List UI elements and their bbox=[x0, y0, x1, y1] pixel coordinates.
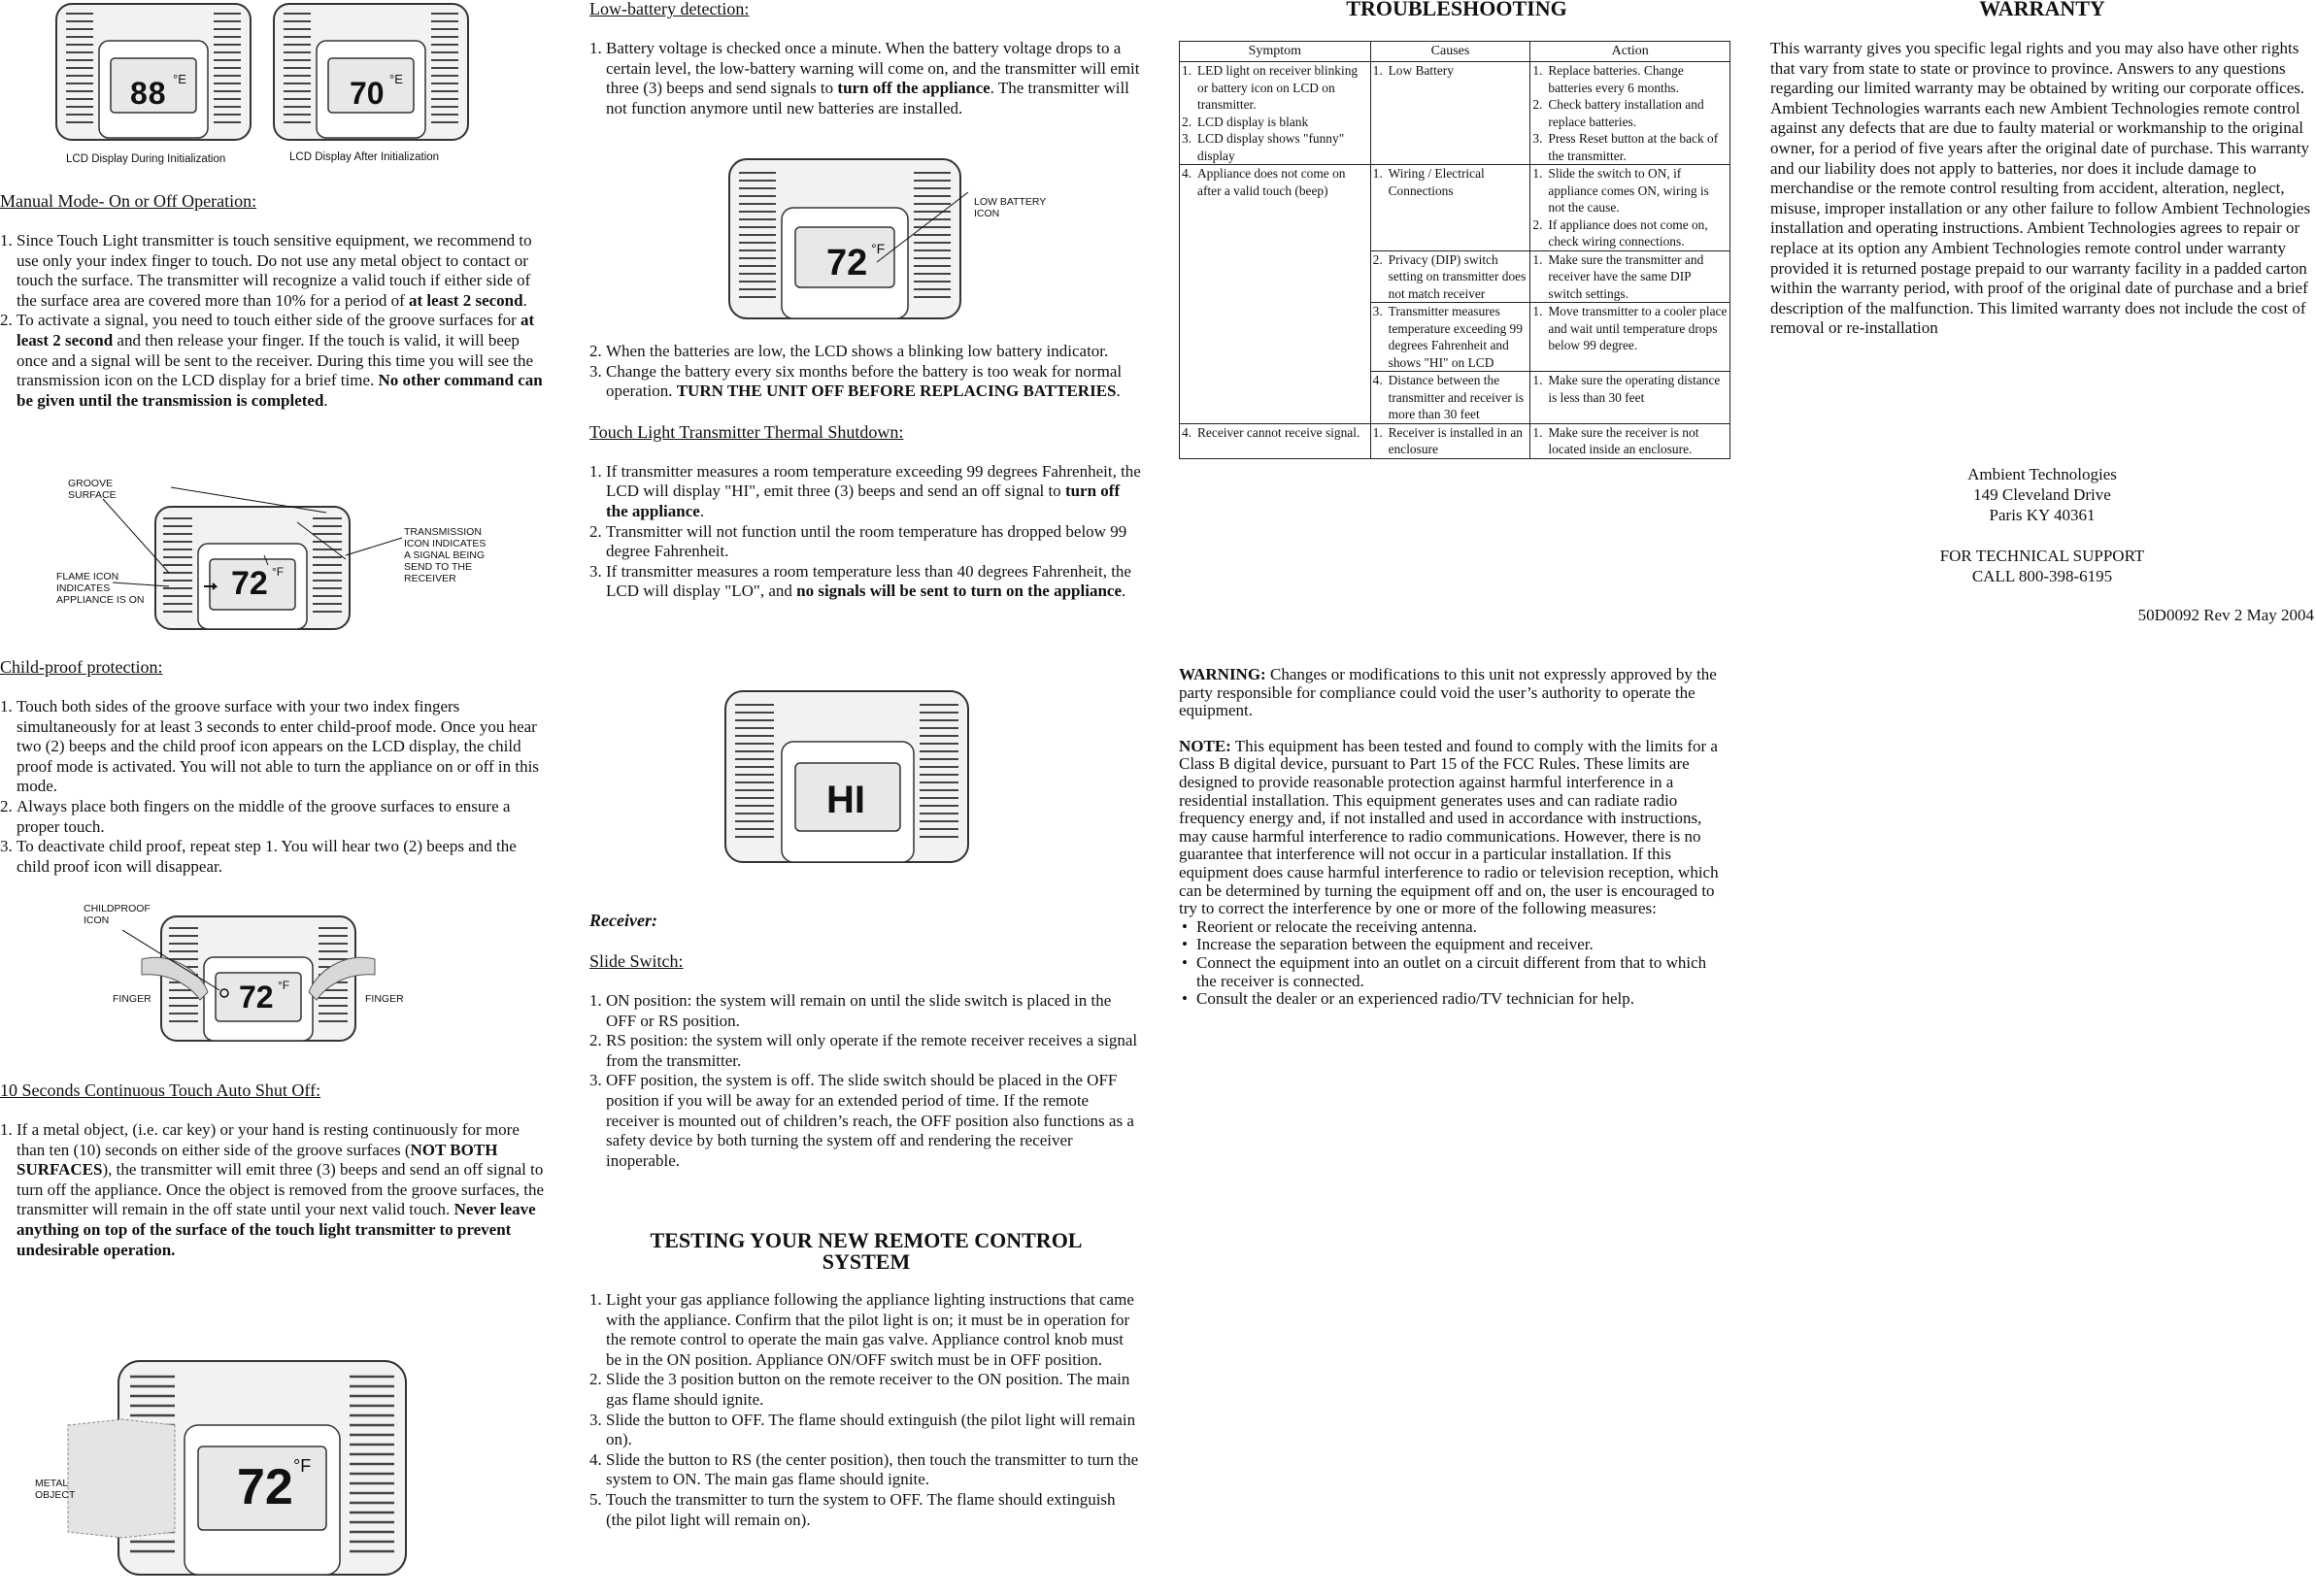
list-number: 2. bbox=[589, 521, 602, 541]
step-emphasis: at least 2 second bbox=[17, 311, 535, 349]
finger-left-label: FINGER bbox=[113, 993, 151, 1005]
list-item: • Connect the equipment into an outlet on a circuit different from that to which the receiver is connected. bbox=[1179, 954, 1730, 990]
warranty-heading: WARRANTY bbox=[1979, 0, 2105, 20]
list-number: 1. bbox=[589, 1290, 602, 1309]
list-number: 2. bbox=[1372, 251, 1383, 267]
testing-step bbox=[589, 1411, 1143, 1450]
manual-step-2 bbox=[0, 311, 549, 411]
cell-text: LED light on receiver blinking or battery icon on LCD on transmitter. bbox=[1197, 63, 1359, 112]
list-number: 3. bbox=[589, 1410, 602, 1429]
step-text: ), the transmitter will emit three (3) beeps and send an off signal to turn off the appliance. Once the object is removed from the groove surfaces, the transmitter will remain in the off state until your next valid touch. bbox=[17, 1160, 545, 1219]
cell-text: Appliance does not come on after a valid touch (beep) bbox=[1197, 166, 1346, 198]
cause-cell bbox=[1370, 250, 1530, 303]
troubleshooting-table bbox=[1179, 41, 1730, 459]
testing-heading: TESTING YOUR NEW REMOTE CONTROL SYSTEM bbox=[650, 1228, 1083, 1274]
list-item bbox=[1373, 251, 1528, 303]
lcd-readout-after: 70 bbox=[350, 76, 385, 111]
low-battery-list-continued bbox=[589, 342, 1143, 402]
troubleshooting-heading: TROUBLESHOOTING bbox=[1346, 0, 1567, 20]
list-number: 2. bbox=[589, 1370, 602, 1389]
list-item bbox=[1532, 216, 1728, 250]
list-item: • Consult the dealer or an experienced radio/TV technician for help. bbox=[1179, 990, 1730, 1009]
list-number: 1. bbox=[589, 461, 602, 481]
slide-switch-step bbox=[589, 991, 1143, 1031]
step-text: Touch the transmitter to turn the system to OFF. The flame should extinguish (the pilot light will remain on). bbox=[606, 1489, 1116, 1529]
cause-cell bbox=[1370, 372, 1530, 424]
list-item bbox=[1373, 372, 1528, 423]
list-item bbox=[1532, 130, 1728, 164]
contact-block bbox=[1770, 464, 2314, 586]
low-battery-step bbox=[589, 39, 1143, 118]
list-number: 5. bbox=[589, 1489, 602, 1509]
low-battery-section bbox=[589, 0, 1143, 118]
list-number: 2. bbox=[589, 342, 602, 360]
step-text: Always place both fingers on the middle of the groove surfaces to ensure a proper touch. bbox=[17, 796, 511, 836]
cell-text: Slide the switch to ON, if appliance comes ON, wiring is not the cause. bbox=[1548, 166, 1709, 215]
flame-icon-label: FLAME ICON INDICATES APPLIANCE IS ON bbox=[56, 571, 145, 606]
list-item bbox=[1532, 303, 1728, 354]
testing-section bbox=[589, 1230, 1143, 1530]
cell-text: Receiver is installed in an enclosure bbox=[1388, 424, 1523, 456]
cause-cell bbox=[1370, 423, 1530, 458]
thermal-step bbox=[589, 522, 1143, 562]
testing-step bbox=[589, 1370, 1143, 1410]
warning-paragraph bbox=[1179, 666, 1730, 720]
thermal-shutdown-list bbox=[589, 462, 1143, 602]
action-cell bbox=[1530, 423, 1730, 458]
step-text: Since Touch Light transmitter is touch sensitive equipment, we recommend to use only your index finger to touch. Do not use any metal object to contact or touch the surface. The transmitter will recognize a valid touch if either side of the surface area are covered more than 10% for a period of bbox=[17, 231, 532, 310]
cell-text: LCD display is blank bbox=[1197, 114, 1309, 129]
step-text: ON position: the system will remain on until the slide switch is placed in the OFF or RS position. bbox=[606, 991, 1112, 1030]
list-number: 1. bbox=[0, 231, 13, 249]
list-item bbox=[1373, 62, 1528, 80]
list-item: • Reorient or relocate the receiving antenna. bbox=[1179, 918, 1730, 937]
list-number: 3. bbox=[589, 361, 602, 381]
list-number: 3. bbox=[1182, 131, 1192, 146]
step-text: Transmitter will not function until the room temperature has dropped below 99 degree Fahrenheit. bbox=[606, 521, 1127, 561]
child-proof-step bbox=[0, 697, 549, 797]
list-number: 1. bbox=[1532, 63, 1543, 78]
cell-text: Make sure the operating distance is less than 30 feet bbox=[1548, 373, 1721, 405]
child-proof-section bbox=[0, 656, 549, 877]
cell-text: Distance between the transmitter and receiver is more than 30 feet bbox=[1388, 373, 1525, 421]
transmitter-pair-illustration bbox=[54, 2, 472, 148]
low-battery-step bbox=[589, 362, 1143, 402]
step-emphasis: NOT BOTH SURFACES bbox=[17, 1140, 498, 1180]
cell-text: Privacy (DIP) switch setting on transmitter does not match receiver bbox=[1388, 251, 1527, 301]
step-text: . bbox=[323, 390, 328, 410]
note-label: NOTE: bbox=[1179, 736, 1231, 755]
list-number: 1. bbox=[589, 991, 602, 1010]
slide-switch-step bbox=[589, 1031, 1143, 1071]
auto-shut-off-section bbox=[0, 1080, 549, 1260]
step-text: RS position: the system will only operate if the remote receiver receives a signal from the transmitter. bbox=[606, 1031, 1138, 1070]
list-number: 2. bbox=[1182, 114, 1192, 129]
list-number: 1. bbox=[1182, 63, 1192, 78]
warranty-text: This warranty gives you specific legal rights and you may also have other rights that vary from state to state or province to province. Answers to any questions regarding our limited warranty may be obtained by writing our corporate offices. Ambient Technologies warrants each new Ambient Technologies remote control against any defects that are due to faulty material or workmanship to the original owner, for a period of five years after the original date of purchase. This warranty and our liability does not apply to batteries, nor does it include damage to merchandise or the remote control resulting from accident, alteration, neglect, misuse, improper installation or any other failure to follow Ambient Technologies installation and operating instructions. Ambient Technologies agrees to repair or replace at its option any Ambient Technologies remote control under warranty provided it is returned postage prepaid to our warranty facility in a padded carton within the warranty period, with proof of the original date of purchase and a brief description of the malfunction. This limited warranty does not include the cost of removal or re-installation bbox=[1770, 39, 2311, 338]
table-row bbox=[1180, 165, 1730, 251]
list-number: 4. bbox=[1182, 166, 1192, 181]
thermal-step bbox=[589, 562, 1143, 602]
step-text: To activate a signal, you need to touch either side of the groove surfaces for bbox=[17, 311, 521, 330]
list-number: 1. bbox=[1532, 373, 1543, 387]
auto-shut-off-list bbox=[0, 1120, 549, 1260]
street-address: 149 Cleveland Drive bbox=[1973, 485, 2111, 504]
document-id: 50D0092 Rev 2 May 2004 bbox=[2137, 606, 2314, 624]
lcd-readout: 72 bbox=[239, 980, 274, 1014]
step-emphasis: Never leave anything on top of the surface of the touch light transmitter to prevent undesirable operation. bbox=[17, 1200, 536, 1259]
step-text: Slide the button to OFF. The flame should extinguish (the pilot light will remain on). bbox=[606, 1410, 1136, 1449]
list-number: 2. bbox=[589, 1031, 602, 1050]
list-item bbox=[1373, 165, 1528, 199]
step-text: Slide the 3 position button on the remote receiver to the ON position. The main gas flame should ignite. bbox=[606, 1370, 1130, 1409]
list-item bbox=[1532, 251, 1728, 303]
list-number: 3. bbox=[0, 837, 13, 856]
header-action: Action bbox=[1530, 42, 1730, 62]
list-number: 1. bbox=[1372, 424, 1383, 440]
transmitter-device-left bbox=[56, 4, 251, 140]
step-text: . The transmitter will not function anymore until new batteries are installed. bbox=[606, 79, 1129, 117]
lcd-initialization-figure bbox=[54, 2, 472, 172]
table-row bbox=[1180, 62, 1730, 165]
list-number: 1. bbox=[1372, 166, 1383, 181]
step-text: . bbox=[699, 501, 705, 520]
action-cell bbox=[1530, 250, 1730, 303]
low-battery-icon-label: LOW BATTERY ICON bbox=[974, 196, 1047, 219]
list-number: 3. bbox=[589, 561, 602, 581]
cell-text: If appliance does not come on, check wiring connections. bbox=[1548, 216, 1708, 249]
lcd-readout: 72 bbox=[826, 243, 868, 283]
manual-mode-heading: Manual Mode- On or Off Operation: bbox=[0, 191, 257, 211]
list-item bbox=[1182, 165, 1368, 199]
city-address: Paris KY 40361 bbox=[1989, 506, 2096, 524]
low-battery-continued bbox=[589, 342, 1143, 602]
child-proof-step bbox=[0, 837, 549, 877]
step-text: . bbox=[522, 290, 527, 310]
child-proof-list bbox=[0, 697, 549, 877]
step-text: and then release your finger. If the touch is valid, it will beep once and a signal will be sent to the receiver. During this time you will see the transmission icon on the LCD display for a brief time. bbox=[17, 330, 534, 390]
step-text: If a metal object, (i.e. car key) or your hand is resting continuously for more than ten (10) seconds on either side of the groove surfaces ( bbox=[17, 1120, 520, 1159]
step-text: Touch both sides of the groove surface with your two index fingers simultaneously for at least 3 seconds to enter child-proof mode. Once you hear two (2) beeps and the child proof icon appears on the LCD display, the child proof mode is activated. You will not able to turn the appliance on or off in this mode. bbox=[17, 697, 539, 796]
list-number: 1. bbox=[1372, 63, 1383, 78]
list-item bbox=[1373, 303, 1528, 371]
list-number: 3. bbox=[589, 1071, 602, 1090]
manual-mode-list bbox=[0, 231, 549, 411]
list-number: 1. bbox=[0, 697, 13, 715]
slide-switch-step bbox=[589, 1071, 1143, 1171]
hi-display-figure bbox=[722, 687, 974, 867]
list-number: 2. bbox=[1532, 97, 1543, 112]
list-number: 4. bbox=[1372, 373, 1383, 387]
list-number: 4. bbox=[1182, 424, 1192, 440]
step-emphasis: no signals will be sent to turn on the appliance bbox=[796, 582, 1122, 601]
cell-text: Press Reset button at the back of the transmitter. bbox=[1548, 131, 1719, 163]
cause-cell bbox=[1370, 62, 1530, 165]
list-item bbox=[1532, 165, 1728, 216]
testing-step bbox=[589, 1490, 1143, 1530]
list-item bbox=[1182, 62, 1368, 114]
step-text: Change the battery every six months before the battery is too weak for normal operation. bbox=[606, 361, 1123, 401]
cell-text: Replace batteries. Change batteries every 6 months. bbox=[1548, 63, 1684, 95]
step-text: If transmitter measures a room temperature less than 40 degrees Fahrenheit, the LCD will display "LO", and bbox=[606, 561, 1131, 601]
testing-step bbox=[589, 1450, 1143, 1490]
child-proof-figure bbox=[84, 903, 414, 1058]
step-text: To deactivate child proof, repeat step 1. You will hear two (2) beeps and the child proof icon will disappear. bbox=[17, 837, 517, 876]
child-proof-heading: Child-proof protection: bbox=[0, 657, 163, 677]
cell-text: Make sure the transmitter and receiver have the same DIP switch settings. bbox=[1548, 251, 1704, 301]
list-item bbox=[1182, 114, 1368, 131]
lcd-readout-init: 88 bbox=[130, 76, 167, 111]
unit-f: °F bbox=[272, 565, 285, 579]
thermal-step bbox=[589, 462, 1143, 522]
cell-text: Check battery installation and replace batteries. bbox=[1548, 97, 1704, 129]
finger-right-label: FINGER bbox=[365, 993, 404, 1005]
step-emphasis: turn off the appliance bbox=[606, 482, 1121, 520]
list-item: • Increase the separation between the equipment and receiver. bbox=[1179, 936, 1730, 954]
note-paragraph bbox=[1179, 738, 1730, 918]
metal-object-label: METAL OBJECT bbox=[35, 1478, 76, 1501]
lcd-readout: 72 bbox=[237, 1459, 293, 1515]
list-number: 1. bbox=[1532, 251, 1543, 267]
symptom-cell bbox=[1180, 165, 1371, 424]
transmission-icon-label: TRANSMISSION ICON INDICATES A SIGNAL BEING SEND TO THE RECEIVER bbox=[404, 526, 487, 584]
step-emphasis: TURN THE UNIT OFF BEFORE REPLACING BATTERIES bbox=[676, 382, 1117, 401]
groove-surface-figure bbox=[54, 478, 487, 633]
symptom-cell bbox=[1180, 62, 1371, 165]
step-emphasis: turn off the appliance bbox=[837, 79, 990, 98]
list-number: 1. bbox=[1532, 304, 1543, 318]
lcd-readout: 72 bbox=[231, 565, 268, 602]
receiver-heading: Receiver: bbox=[589, 911, 657, 930]
unit-e-left: °E bbox=[173, 72, 186, 86]
low-battery-heading: Low-battery detection: bbox=[589, 0, 750, 18]
header-causes: Causes bbox=[1370, 42, 1530, 62]
caption-after-initialization: LCD Display After Initialization bbox=[289, 151, 440, 163]
low-battery-step bbox=[589, 342, 1143, 362]
list-number: 1. bbox=[1532, 166, 1543, 181]
transmitter-groove-illustration bbox=[54, 478, 462, 633]
cell-text: Move transmitter to a cooler place and wait until temperature drops below 99 degree. bbox=[1548, 304, 1728, 352]
support-line-1: FOR TECHNICAL SUPPORT bbox=[1939, 547, 2145, 565]
step-text: When the batteries are low, the LCD shows a blinking low battery indicator. bbox=[606, 342, 1109, 360]
unit-f: °F bbox=[871, 241, 886, 256]
list-number: 3. bbox=[1372, 304, 1383, 318]
cell-text: LCD display shows "funny" display bbox=[1197, 131, 1345, 163]
caption-initialization: LCD Display During Initialization bbox=[66, 153, 226, 165]
list-number: 1. bbox=[0, 1120, 13, 1139]
low-battery-figure bbox=[725, 155, 1075, 325]
warning-label: WARNING: bbox=[1179, 665, 1266, 683]
child-proof-step bbox=[0, 797, 549, 837]
low-battery-list bbox=[589, 39, 1143, 118]
metal-object-figure bbox=[29, 1357, 437, 1580]
action-cell bbox=[1530, 165, 1730, 251]
manual-mode-section bbox=[0, 190, 549, 411]
auto-shut-off-heading: 10 Seconds Continuous Touch Auto Shut Off: bbox=[0, 1081, 321, 1100]
list-item bbox=[1532, 96, 1728, 130]
cell-text: Receiver cannot receive signal. bbox=[1197, 424, 1360, 440]
step-text: Slide the button to RS (the center position), then touch the transmitter to turn the system to ON. The main gas flame should ignite. bbox=[606, 1449, 1139, 1489]
step-text: . bbox=[1122, 582, 1126, 601]
cell-text: Make sure the receiver is not located inside an enclosure. bbox=[1548, 424, 1699, 456]
note-text: This equipment has been tested and found to comply with the limits for a Class B digital device, pursuant to Part 15 of the FCC Rules. These limits are designed to provide reasonable protection against harmful interference in a residential installation. This equipment generates uses and can radiate radio frequency energy and, if not installed and used in accordance with instructions, may cause harmful interference to radio communications. However, there is no guarantee that interference will not occur in a particular installation. If this equipment does cause harmful interference to radio or television reception, which can be determined by turning the equipment off and on, the user is encouraged to try to correct the interference by one or more of the following measures: bbox=[1179, 736, 1719, 918]
list-number: 1. bbox=[589, 39, 602, 57]
step-text: If transmitter measures a room temperature exceeding 99 degrees Fahrenheit, the LCD will display "HI", emit three (3) beeps and send an off signal to bbox=[606, 461, 1141, 501]
step-emphasis: at least 2 second bbox=[409, 290, 523, 310]
list-item bbox=[1182, 424, 1368, 442]
action-cell bbox=[1530, 62, 1730, 165]
company-name: Ambient Technologies bbox=[1967, 465, 2117, 483]
step-text: . bbox=[1116, 382, 1121, 401]
manual-step-1 bbox=[0, 231, 549, 311]
list-item bbox=[1532, 372, 1728, 406]
support-phone: CALL 800-398-6195 bbox=[1971, 567, 2113, 585]
slide-switch-heading: Slide Switch: bbox=[589, 951, 684, 971]
cell-text: Low Battery bbox=[1388, 63, 1454, 78]
transmitter-low-battery-illustration bbox=[725, 155, 968, 322]
list-number: 1. bbox=[1532, 424, 1543, 440]
list-item bbox=[1182, 130, 1368, 164]
transmitter-device-right bbox=[274, 4, 468, 140]
cell-text: Wiring / Electrical Connections bbox=[1388, 166, 1485, 198]
list-number: 2. bbox=[1532, 216, 1543, 232]
testing-list bbox=[589, 1290, 1143, 1530]
step-text: Battery voltage is checked once a minute. When the battery voltage drops to a certain level, the low-battery warning will come on, and the transmitter will emit three (3) beeps and send signals to bbox=[606, 39, 1140, 98]
list-number: 2. bbox=[0, 311, 13, 330]
transmitter-metal-illustration bbox=[29, 1357, 437, 1580]
step-emphasis: No other command can be given until the transmission is completed bbox=[17, 371, 543, 410]
warning-text: Changes or modifications to this unit not expressly approved by the party responsible for compliance could void the user’s authority to operate the equipment. bbox=[1179, 665, 1717, 720]
symptom-cell bbox=[1180, 423, 1371, 458]
step-text: OFF position, the system is off. The slide switch should be placed in the OFF position if you will be away for an extended period of time. If the remote receiver is mounted out of children’s reach, the OFF position also functions as a safety device by both turning the system off and rendering the receiver inoperable. bbox=[606, 1071, 1134, 1170]
childproof-icon-label: CHILDPROOF ICON bbox=[84, 903, 151, 926]
action-cell bbox=[1530, 303, 1730, 372]
unit-f: °F bbox=[293, 1456, 312, 1476]
unit-f: °F bbox=[278, 979, 290, 992]
fcc-measures-list bbox=[1179, 918, 1730, 1009]
auto-shut-off-step bbox=[0, 1120, 549, 1260]
cause-cell bbox=[1370, 165, 1530, 251]
transmitter-hi-illustration bbox=[722, 687, 974, 867]
fcc-notice bbox=[1179, 666, 1730, 1009]
list-number: 3. bbox=[1532, 131, 1543, 146]
receiver-section bbox=[589, 910, 1143, 1171]
list-number: 2. bbox=[0, 796, 13, 815]
list-number: 4. bbox=[589, 1449, 602, 1469]
action-cell bbox=[1530, 372, 1730, 424]
list-item bbox=[1532, 62, 1728, 96]
lcd-readout: HI bbox=[826, 779, 865, 821]
slide-switch-list bbox=[589, 991, 1143, 1171]
cell-text: Transmitter measures temperature exceeding 99 degrees Fahrenheit and shows "HI" on LCD bbox=[1388, 304, 1523, 370]
cause-cell bbox=[1370, 303, 1530, 372]
list-item bbox=[1532, 424, 1728, 458]
step-text: Light your gas appliance following the appliance lighting instructions that came with the appliance. Confirm that the pilot light is on; it must be in operation for the remote control to operate the main gas valve. Appliance control knob must be in the ON position. Appliance ON/OFF switch must be in OFF position. bbox=[606, 1290, 1134, 1369]
testing-step bbox=[589, 1290, 1143, 1370]
groove-surface-label: GROOVE SURFACE bbox=[68, 478, 117, 501]
list-item bbox=[1373, 424, 1528, 458]
table-row bbox=[1180, 423, 1730, 458]
table-header-row bbox=[1180, 42, 1730, 62]
unit-e-right: °E bbox=[389, 72, 403, 86]
thermal-shutdown-heading: Touch Light Transmitter Thermal Shutdown: bbox=[589, 421, 904, 442]
header-symptom: Symptom bbox=[1180, 42, 1371, 62]
